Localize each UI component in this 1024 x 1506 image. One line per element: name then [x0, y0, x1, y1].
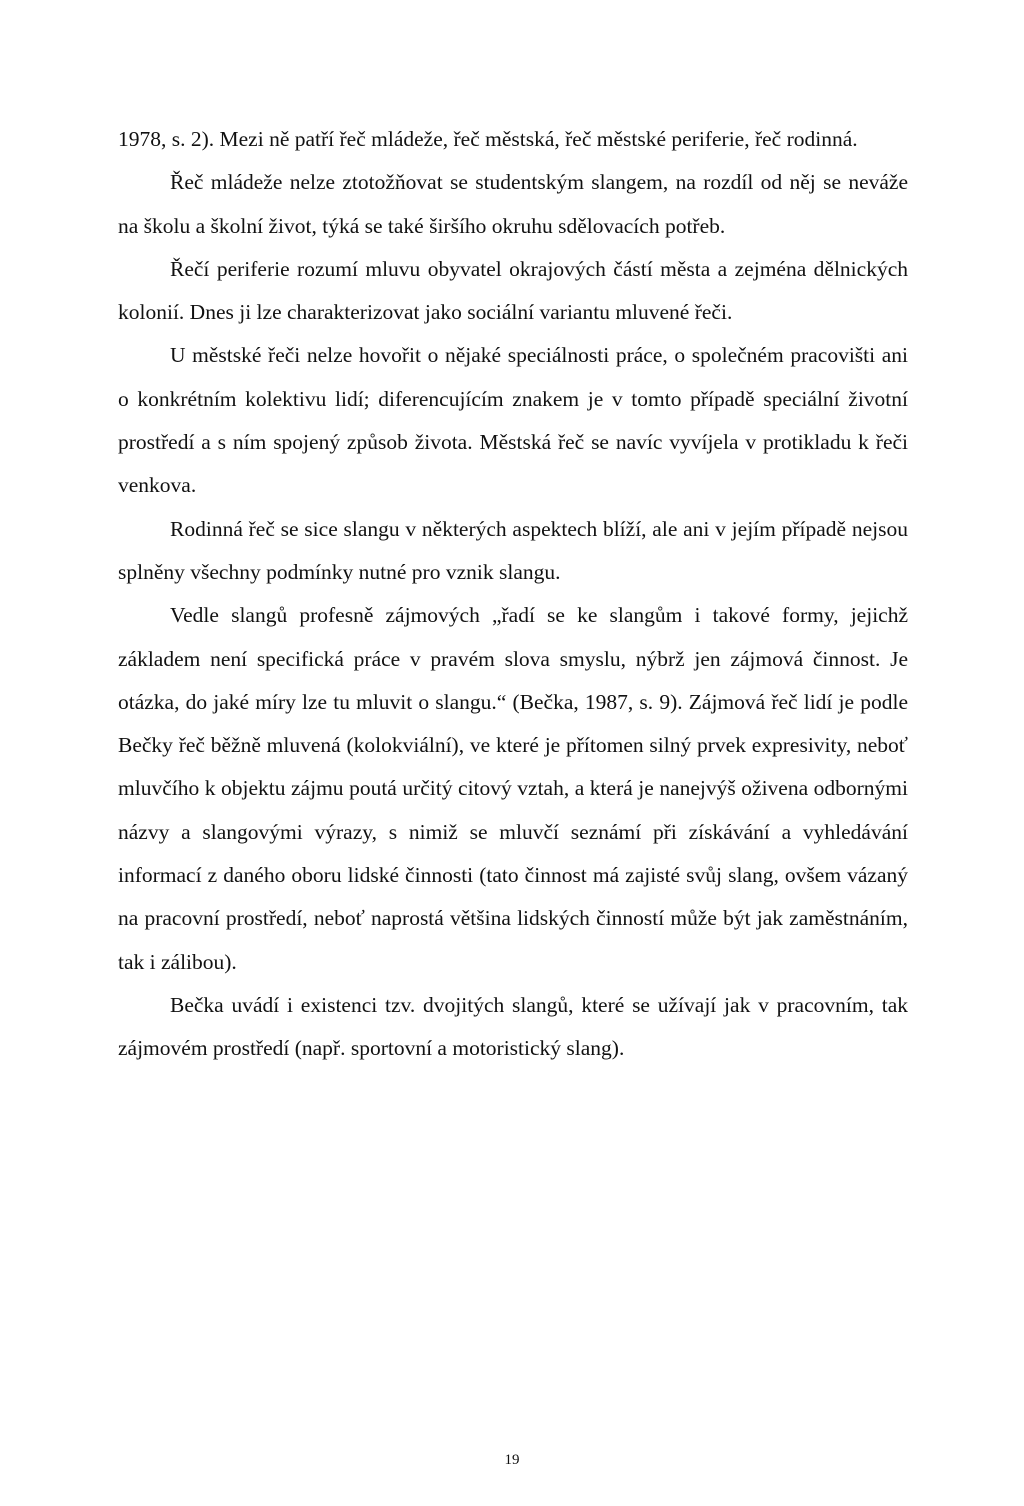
- paragraph-urban-speech: U městské řeči nelze hovořit o nějaké speciálnosti práce, o společném pracovišti ani o konkrétním kolektivu lidí; diferencujícím znakem je v tomto případě speciální životní prostředí a s ním spojený způsob života. Městská řeč se navíc vyvíjela v protikladu k řeči venkova.: [118, 343, 908, 498]
- paragraph-periphery-speech: Řečí periferie rozumí mluvu obyvatel okrajových částí města a zejména dělnických kolonií. Dnes ji lze charakterizovat jako sociální variantu mluvené řeči.: [118, 256, 908, 325]
- document-body: [118, 118, 908, 1071]
- paragraph-continuation: 1978, s. 2). Mezi ně patří řeč mládeže, řeč městská, řeč městské periferie, řeč rodinná.: [118, 127, 858, 151]
- page-number: 19: [504, 1452, 520, 1468]
- paragraph-family-speech: Rodinná řeč se sice slangu v některých aspektech blíží, ale ani v jejím případě nejsou splněny všechny podmínky nutné pro vznik slangu.: [118, 516, 908, 584]
- paragraph-interest-slang: Vedle slangů profesně zájmových „řadí se ke slangům i takové formy, jejichž základem není specifická práce v pravém slova smyslu, nýbrž jen zájmová činnost. Je otázka, do jaké míry lze tu mluvit o slangu.“ (Bečka, 1987, s. 9). Zájmová řeč lidí je podle Bečky řeč běžně mluvená (kolokviální), ve které je přítomen silný prvek expresivity, neboť mluvčího k objektu zájmu poutá určitý citový vztah, a která je nanejvýš oživena odbornými názvy a slangovými výrazy, s nimiž se mluvčí seznámí při získávání a vyhledávání informací z daného oboru lidské činnosti (tato činnost má zajisté svůj slang, ovšem vázaný na pracovní prostředí, neboť naprostá většina lidských činností může být jak zaměstnáním, tak i zálibou).: [118, 603, 908, 974]
- paragraph-double-slang: Bečka uvádí i existenci tzv. dvojitých slangů, které se užívají jak v pracovním, tak zájmovém prostředí (např. sportovní a motoristický slang).: [118, 992, 908, 1061]
- paragraph-youth-speech: Řeč mládeže nelze ztotožňovat se studentským slangem, na rozdíl od něj se neváže na školu a školní život, týká se také širšího okruhu sdělovacích potřeb.: [118, 170, 908, 238]
